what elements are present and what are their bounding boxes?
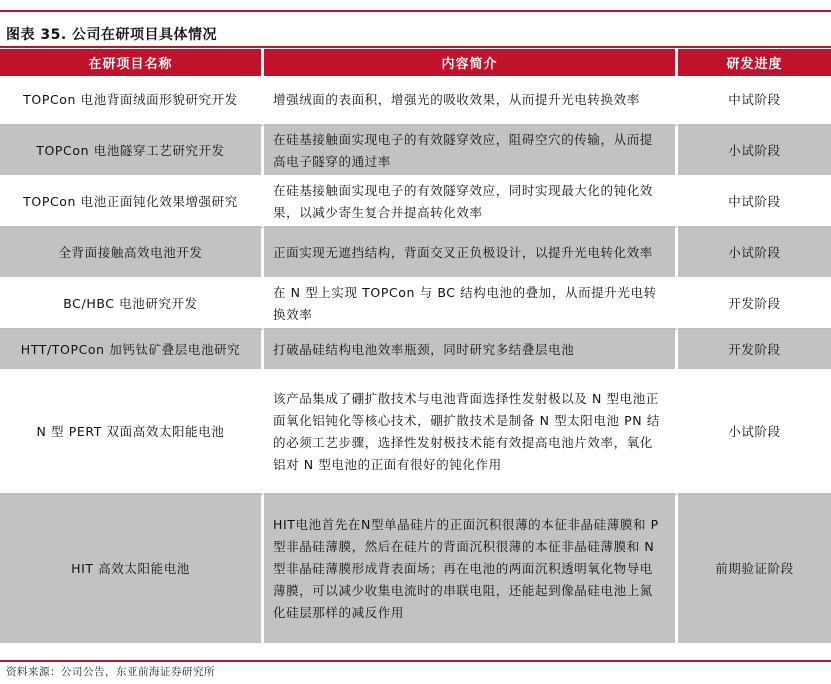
project-content: 打破晶硅结构电池效率瓶颈，同时研究多结叠层电池: [264, 330, 678, 371]
table-row: [0, 126, 831, 177]
header-progress: 研发进度: [678, 49, 831, 76]
table-row: [0, 330, 831, 371]
project-name: BC/HBC 电池研究开发: [0, 279, 264, 330]
project-content: 增强绒面的表面积，增强光的吸收效果，从而提升光电转换效率: [264, 76, 678, 126]
caption-rule: [0, 46, 831, 48]
project-stage: 中试阶段: [678, 76, 831, 126]
project-content: 正面实现无遮挡结构，背面交叉正负极设计，以提升光电转化效率: [264, 228, 678, 279]
project-content: 在硅基接触面实现电子的有效隧穿效应，阻碍空穴的传输，从而提高电子隧穿的通过率: [264, 126, 678, 177]
source-note: 资料来源：公司公告，东亚前海证券研究所: [6, 666, 215, 678]
header-content: 内容简介: [264, 49, 678, 76]
project-stage: 开发阶段: [678, 330, 831, 371]
projects-table: [0, 49, 831, 645]
project-name: 全背面接触高效电池开发: [0, 228, 264, 279]
project-name: TOPCon 电池正面钝化效果增强研究: [0, 177, 264, 228]
project-content: 在 N 型上实现 TOPCon 与 BC 结构电池的叠加，从而提升光电转换效率: [264, 279, 678, 330]
project-name: HTT/TOPCon 加钙钛矿叠层电池研究: [0, 330, 264, 371]
project-name: TOPCon 电池背面绒面形貌研究开发: [0, 76, 264, 126]
project-stage: 开发阶段: [678, 279, 831, 330]
project-stage: 前期验证阶段: [678, 495, 831, 645]
table-header-row: [0, 49, 831, 76]
project-stage: 小试阶段: [678, 371, 831, 495]
table-row: [0, 371, 831, 495]
table-row: [0, 279, 831, 330]
table-row: [0, 76, 831, 126]
figure-caption: 图表 35. 公司在研项目具体情况: [6, 27, 218, 43]
project-stage: 小试阶段: [678, 126, 831, 177]
project-stage: 小试阶段: [678, 228, 831, 279]
project-name: HIT 高效太阳能电池: [0, 495, 264, 645]
project-content: 在硅基接触面实现电子的有效隧穿效应，同时实现最大化的钝化效果，以减少寄生复合并提高转化效率: [264, 177, 678, 228]
table-row: [0, 228, 831, 279]
project-name: TOPCon 电池隧穿工艺研究开发: [0, 126, 264, 177]
top-rule: [0, 10, 831, 12]
footer-rule: [0, 660, 831, 662]
table-row: [0, 177, 831, 228]
project-content: 该产品集成了硼扩散技术与电池背面选择性发射极以及 N 型电池正面氧化铝钝化等核心技术，硼扩散技术是制备 N 型太阳电池 PN 结的必须工艺步骤，选择性发射极技术能有效提高电池片效率，氧化铝对 N 型电池的正面有很好的钝化作用: [264, 371, 678, 495]
header-project-name: 在研项目名称: [0, 49, 264, 76]
project-stage: 中试阶段: [678, 177, 831, 228]
table-row: [0, 495, 831, 645]
project-name: N 型 PERT 双面高效太阳能电池: [0, 371, 264, 495]
project-content: HIT电池首先在N型单晶硅片的正面沉积很薄的本征非晶硅薄膜和 P 型非晶硅薄膜，然后在硅片的背面沉积很薄的本征非晶硅薄膜和 N 型非晶硅薄膜形成背表面场；再在电池的两面沉积透明氧化物导电薄膜，可以减少收集电流时的串联电阻，还能起到像晶硅电池上氮化硅层那样的减反作用: [264, 495, 678, 645]
